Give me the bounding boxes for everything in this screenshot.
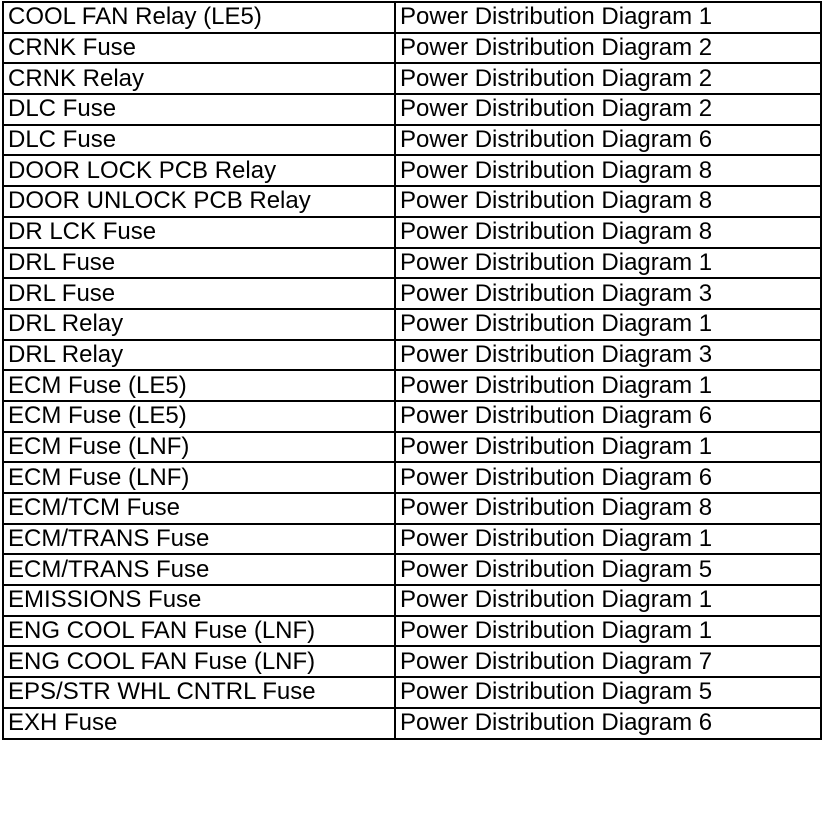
component-name-cell: EMISSIONS Fuse [3, 585, 395, 616]
component-name-cell: DRL Fuse [3, 248, 395, 279]
table-row [3, 309, 821, 340]
diagram-reference-cell: Power Distribution Diagram 1 [395, 248, 821, 279]
table-row [3, 646, 821, 677]
component-name-cell: CRNK Relay [3, 63, 395, 94]
diagram-reference-cell: Power Distribution Diagram 5 [395, 554, 821, 585]
table-row [3, 2, 821, 33]
diagram-reference-cell: Power Distribution Diagram 2 [395, 63, 821, 94]
diagram-reference-cell: Power Distribution Diagram 2 [395, 33, 821, 64]
diagram-reference-cell: Power Distribution Diagram 8 [395, 493, 821, 524]
table-row [3, 248, 821, 279]
component-name-cell: COOL FAN Relay (LE5) [3, 2, 395, 33]
component-name-cell: DRL Relay [3, 309, 395, 340]
table-row [3, 401, 821, 432]
diagram-reference-cell: Power Distribution Diagram 1 [395, 370, 821, 401]
component-name-cell: ECM Fuse (LNF) [3, 462, 395, 493]
table-row [3, 155, 821, 186]
diagram-reference-cell: Power Distribution Diagram 8 [395, 155, 821, 186]
diagram-reference-cell: Power Distribution Diagram 6 [395, 401, 821, 432]
component-name-cell: DRL Fuse [3, 278, 395, 309]
table-row [3, 370, 821, 401]
component-name-cell: CRNK Fuse [3, 33, 395, 64]
table-row [3, 677, 821, 708]
component-name-cell: ECM Fuse (LNF) [3, 432, 395, 463]
component-name-cell: ENG COOL FAN Fuse (LNF) [3, 616, 395, 647]
component-name-cell: ECM Fuse (LE5) [3, 401, 395, 432]
component-name-cell: ECM Fuse (LE5) [3, 370, 395, 401]
component-name-cell: EXH Fuse [3, 708, 395, 739]
component-name-cell: DR LCK Fuse [3, 217, 395, 248]
diagram-reference-cell: Power Distribution Diagram 1 [395, 2, 821, 33]
diagram-reference-cell: Power Distribution Diagram 5 [395, 677, 821, 708]
table-row [3, 217, 821, 248]
table-row [3, 462, 821, 493]
table-row [3, 63, 821, 94]
component-name-cell: DLC Fuse [3, 94, 395, 125]
diagram-reference-cell: Power Distribution Diagram 6 [395, 125, 821, 156]
diagram-reference-cell: Power Distribution Diagram 3 [395, 278, 821, 309]
table-row [3, 616, 821, 647]
diagram-reference-cell: Power Distribution Diagram 6 [395, 462, 821, 493]
table-row [3, 585, 821, 616]
diagram-reference-cell: Power Distribution Diagram 1 [395, 432, 821, 463]
table-row [3, 432, 821, 463]
table-row [3, 186, 821, 217]
diagram-reference-cell: Power Distribution Diagram 1 [395, 585, 821, 616]
diagram-reference-cell: Power Distribution Diagram 1 [395, 309, 821, 340]
table-row [3, 493, 821, 524]
diagram-reference-cell: Power Distribution Diagram 8 [395, 186, 821, 217]
table-row [3, 33, 821, 64]
component-name-cell: DOOR LOCK PCB Relay [3, 155, 395, 186]
diagram-reference-cell: Power Distribution Diagram 6 [395, 708, 821, 739]
table-body [3, 2, 821, 739]
component-name-cell: ECM/TCM Fuse [3, 493, 395, 524]
component-name-cell: DOOR UNLOCK PCB Relay [3, 186, 395, 217]
component-name-cell: ECM/TRANS Fuse [3, 524, 395, 555]
component-name-cell: ENG COOL FAN Fuse (LNF) [3, 646, 395, 677]
table-row [3, 125, 821, 156]
diagram-reference-cell: Power Distribution Diagram 3 [395, 340, 821, 371]
component-name-cell: DLC Fuse [3, 125, 395, 156]
table-row [3, 554, 821, 585]
table-row [3, 278, 821, 309]
diagram-reference-cell: Power Distribution Diagram 2 [395, 94, 821, 125]
table-row [3, 94, 821, 125]
component-location-table [2, 1, 822, 740]
component-name-cell: EPS/STR WHL CNTRL Fuse [3, 677, 395, 708]
table-row [3, 524, 821, 555]
table-row [3, 708, 821, 739]
table-row [3, 340, 821, 371]
diagram-reference-cell: Power Distribution Diagram 7 [395, 646, 821, 677]
diagram-reference-cell: Power Distribution Diagram 8 [395, 217, 821, 248]
component-name-cell: ECM/TRANS Fuse [3, 554, 395, 585]
diagram-reference-cell: Power Distribution Diagram 1 [395, 524, 821, 555]
diagram-reference-cell: Power Distribution Diagram 1 [395, 616, 821, 647]
component-name-cell: DRL Relay [3, 340, 395, 371]
